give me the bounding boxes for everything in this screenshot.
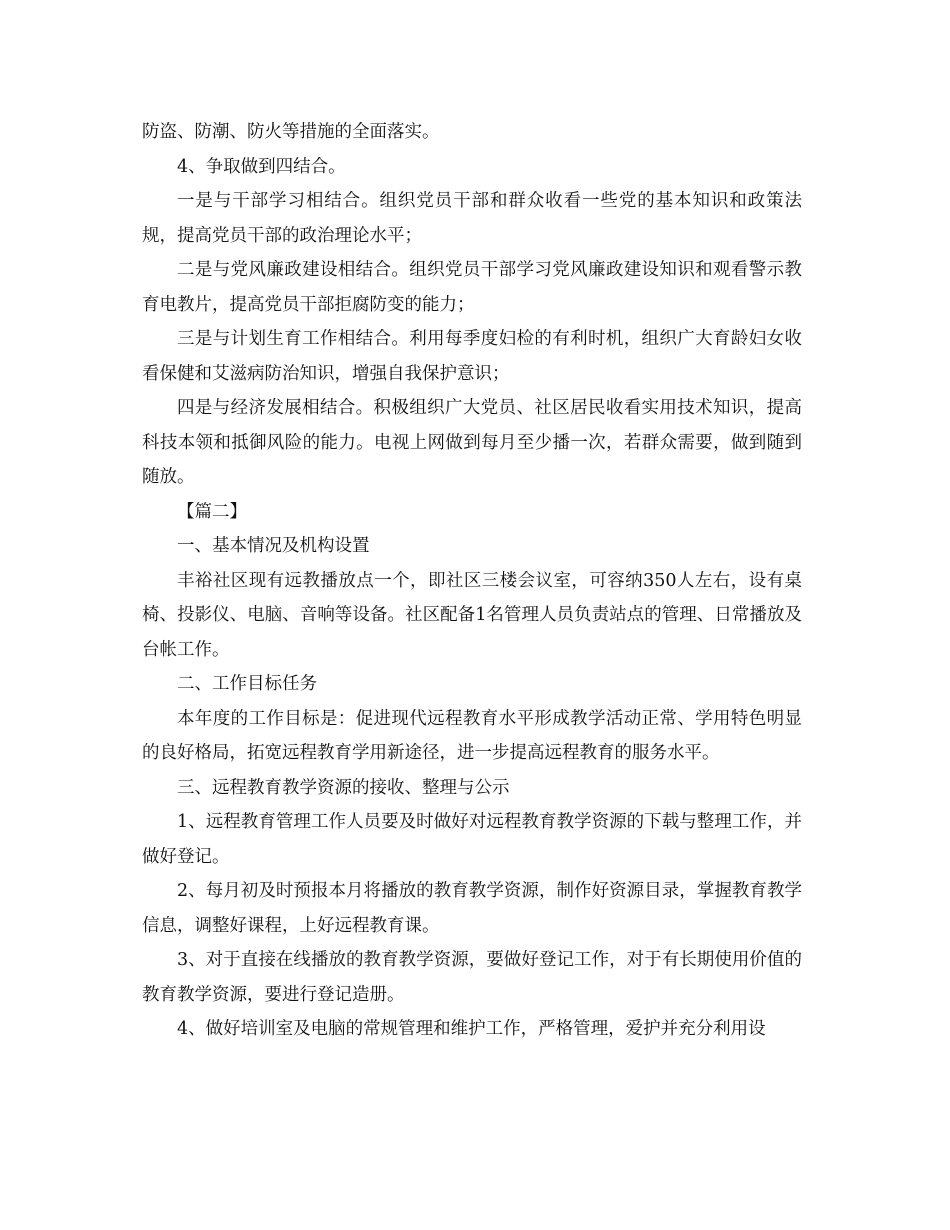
paragraph: 防盗、防潮、防火等措施的全面落实。 <box>142 122 440 142</box>
paragraph: 一是与干部学习相结合。组织党员干部和群众收看一些党的基本知识和政策法规，提高党员干部的政治理论水平； <box>142 191 802 246</box>
paragraph: 4、争取做到四结合。 <box>177 156 346 177</box>
paragraph: 四是与经济发展相结合。积极组织广大党员、社区居民收看实用技术知识，提高科技本领和抵御风险的能力。电视上网做到每月至少播一次，若群众需要，做到随到随放。 <box>142 398 802 487</box>
paragraph: 丰裕社区现有远教播放点一个，即社区三楼会议室，可容纳350人左右，设有桌椅、投影仪、电脑、音响等设备。社区配备1名管理人员负责站点的管理、日常播放及台帐工作。 <box>142 570 802 660</box>
paragraph: 三、远程教育教学资源的接收、整理与公示 <box>177 777 510 798</box>
paragraph: 三是与计划生育工作相结合。利用每季度妇检的有利时机，组织广大育龄妇女收看保健和艾滋病防治知识，增强自我保护意识； <box>142 329 802 384</box>
paragraph: 2、每月初及时预报本月将播放的教育教学资源，制作好资源目录，掌握教育教学信息，调整好课程，上好远程教育课。 <box>142 881 802 936</box>
paragraph: 二是与党风廉政建设相结合。组织党员干部学习党风廉政建设知识和观看警示教育电教片，提高党员干部拒腐防变的能力； <box>142 260 802 315</box>
paragraph: 本年度的工作目标是：促进现代远程教育水平形成教学活动正常、学用特色明显的良好格局，拓宽远程教育学用新途径，进一步提高远程教育的服务水平。 <box>142 708 802 763</box>
paragraph: 4、做好培训室及电脑的常规管理和维护工作，严格管理，爱护并充分利用设 <box>177 1019 766 1039</box>
paragraph: 1、远程教育管理工作人员要及时做好对远程教育教学资源的下载与整理工作，并做好登记。 <box>142 812 802 867</box>
section-heading: 【篇二】 <box>177 501 247 522</box>
paragraph: 3、对于直接在线播放的教育教学资源，要做好登记工作，对于有长期使用价值的教育教学资源，要进行登记造册。 <box>142 950 802 1005</box>
document-body <box>142 115 802 1047</box>
paragraph: 一、基本情况及机构设置 <box>177 536 370 556</box>
paragraph: 二、工作目标任务 <box>177 674 317 694</box>
